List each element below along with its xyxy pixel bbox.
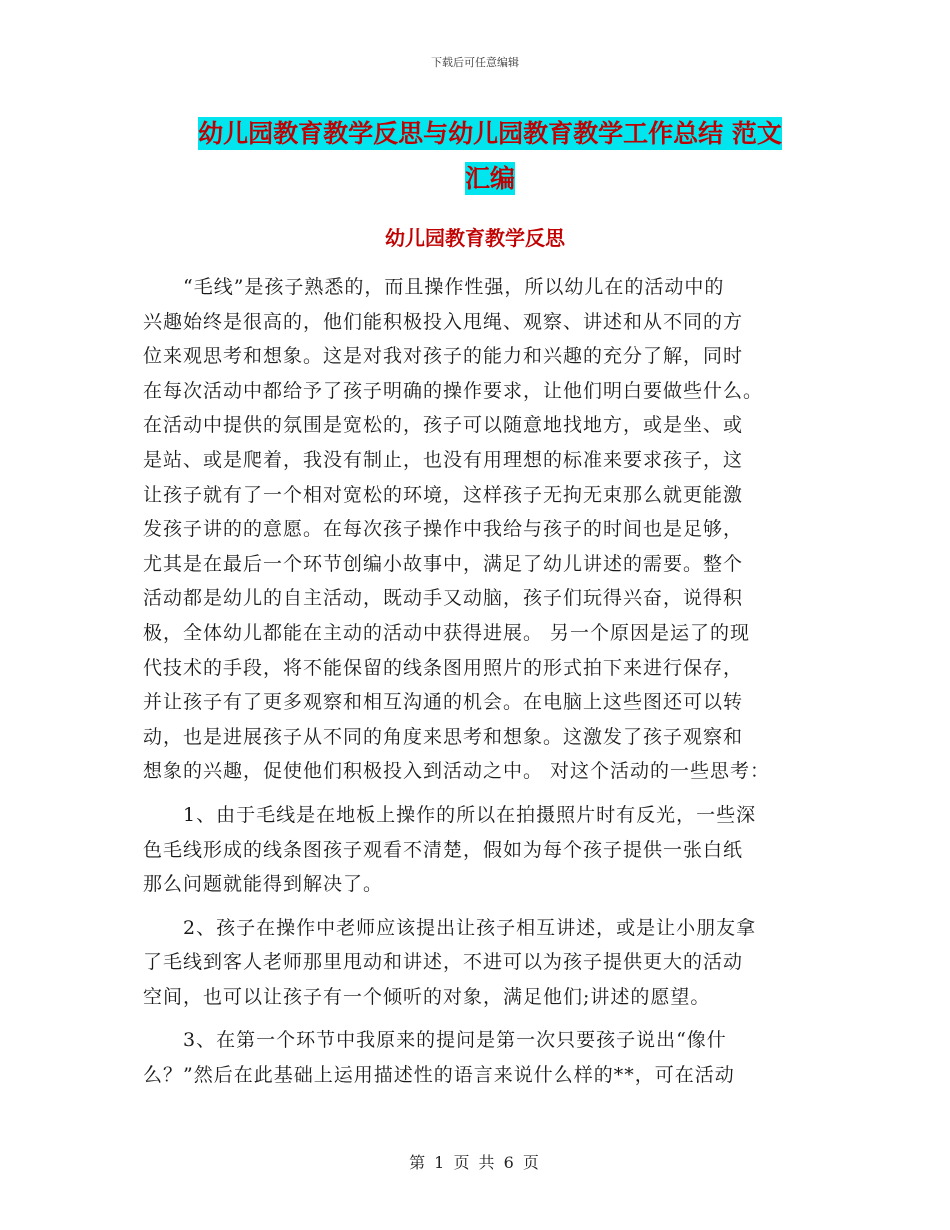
paragraph-gap	[143, 1014, 809, 1023]
text-line: 色毛线形成的线条图孩子观看不清楚，假如为每个孩子提供一张白纸	[143, 838, 744, 861]
text-line: 是站、或是爬着，我没有制止，也没有用理想的标准来要求孩子，这	[143, 448, 744, 471]
text-line: 活动都是幼儿的自主活动，既动手又动脑，孩子们玩得兴奋，说得积	[143, 587, 744, 610]
text-line: 位来观思考和想象。这是对我对孩子的能力和兴趣的充分了解，同时	[143, 345, 744, 368]
text-line: 在活动中提供的氛围是宽松的，孩子可以随意地找地方，或是坐、或	[143, 414, 744, 437]
text-line: 代技术的手段，将不能保留的线条图用照片的形式拍下来进行保存，	[143, 656, 744, 679]
text-line: 极，全体幼儿都能在主动的活动中获得进展。 另一个原因是运了的现	[143, 621, 751, 644]
body-text	[143, 270, 809, 1093]
text-line: 1、由于毛线是在地板上操作的所以在拍摄照片时有反光，一些深	[143, 803, 757, 826]
paragraph-gap	[143, 789, 809, 798]
text-line: 尤其是在最后一个环节创编小故事中，满足了幼儿讲述的需要。整个	[143, 552, 744, 575]
text-line: 了毛线到客人老师那里甩动和讲述，不进可以为孩子提供更大的活动	[143, 951, 744, 974]
text-line: 那么问题就能得到解决了。	[143, 873, 384, 896]
document-title	[160, 111, 820, 201]
text-line: 并让孩子有了更多观察和相互沟通的机会。在电脑上这些图还可以转	[143, 691, 744, 714]
text-line: 么？”然后在此基础上运用描述性的语言来说什么样的**，可在活动	[143, 1064, 735, 1087]
page-footer: 第 1 页 共 6 页	[409, 1153, 541, 1172]
title-line-1: 幼儿园教育教学反思与幼儿园教育教学工作总结 范文	[198, 119, 782, 148]
text-line: 让孩子就有了一个相对宽松的环境，这样孩子无拘无束那么就更能激	[143, 483, 744, 506]
header-note: 下载后可任意编辑	[431, 56, 519, 69]
text-line: “毛线”是孩子熟悉的，而且操作性强，所以幼儿在的活动中的	[143, 276, 725, 298]
text-line: 想象的兴趣，促使他们积极投入到活动之中。 对这个活动的一些思考：	[143, 760, 771, 783]
text-line: 3、在第一个环节中我原来的提问是第一次只要孩子说出“像什	[143, 1029, 727, 1052]
paragraph-gap	[143, 902, 809, 911]
text-line: 兴趣始终是很高的，他们能积极投入甩绳、观察、讲述和从不同的方	[143, 310, 744, 333]
text-line: 动，也是进展孩子从不同的角度来思考和想象。这激发了孩子观察和	[143, 725, 744, 748]
section-title: 幼儿园教育教学反思	[385, 226, 565, 250]
text-line: 空间，也可以让孩子有一个倾听的对象，满足他们;讲述的愿望。	[143, 985, 711, 1008]
title-line-2: 汇编	[464, 164, 515, 193]
text-line: 发孩子讲的的意愿。在每次孩子操作中我给与孩子的时间也是足够，	[143, 518, 744, 541]
text-line: 在每次活动中都给予了孩子明确的操作要求，让他们明白要做些什么。	[143, 379, 764, 402]
text-line: 2、孩子在操作中老师应该提出让孩子相互讲述，或是让小朋友拿	[143, 916, 757, 939]
